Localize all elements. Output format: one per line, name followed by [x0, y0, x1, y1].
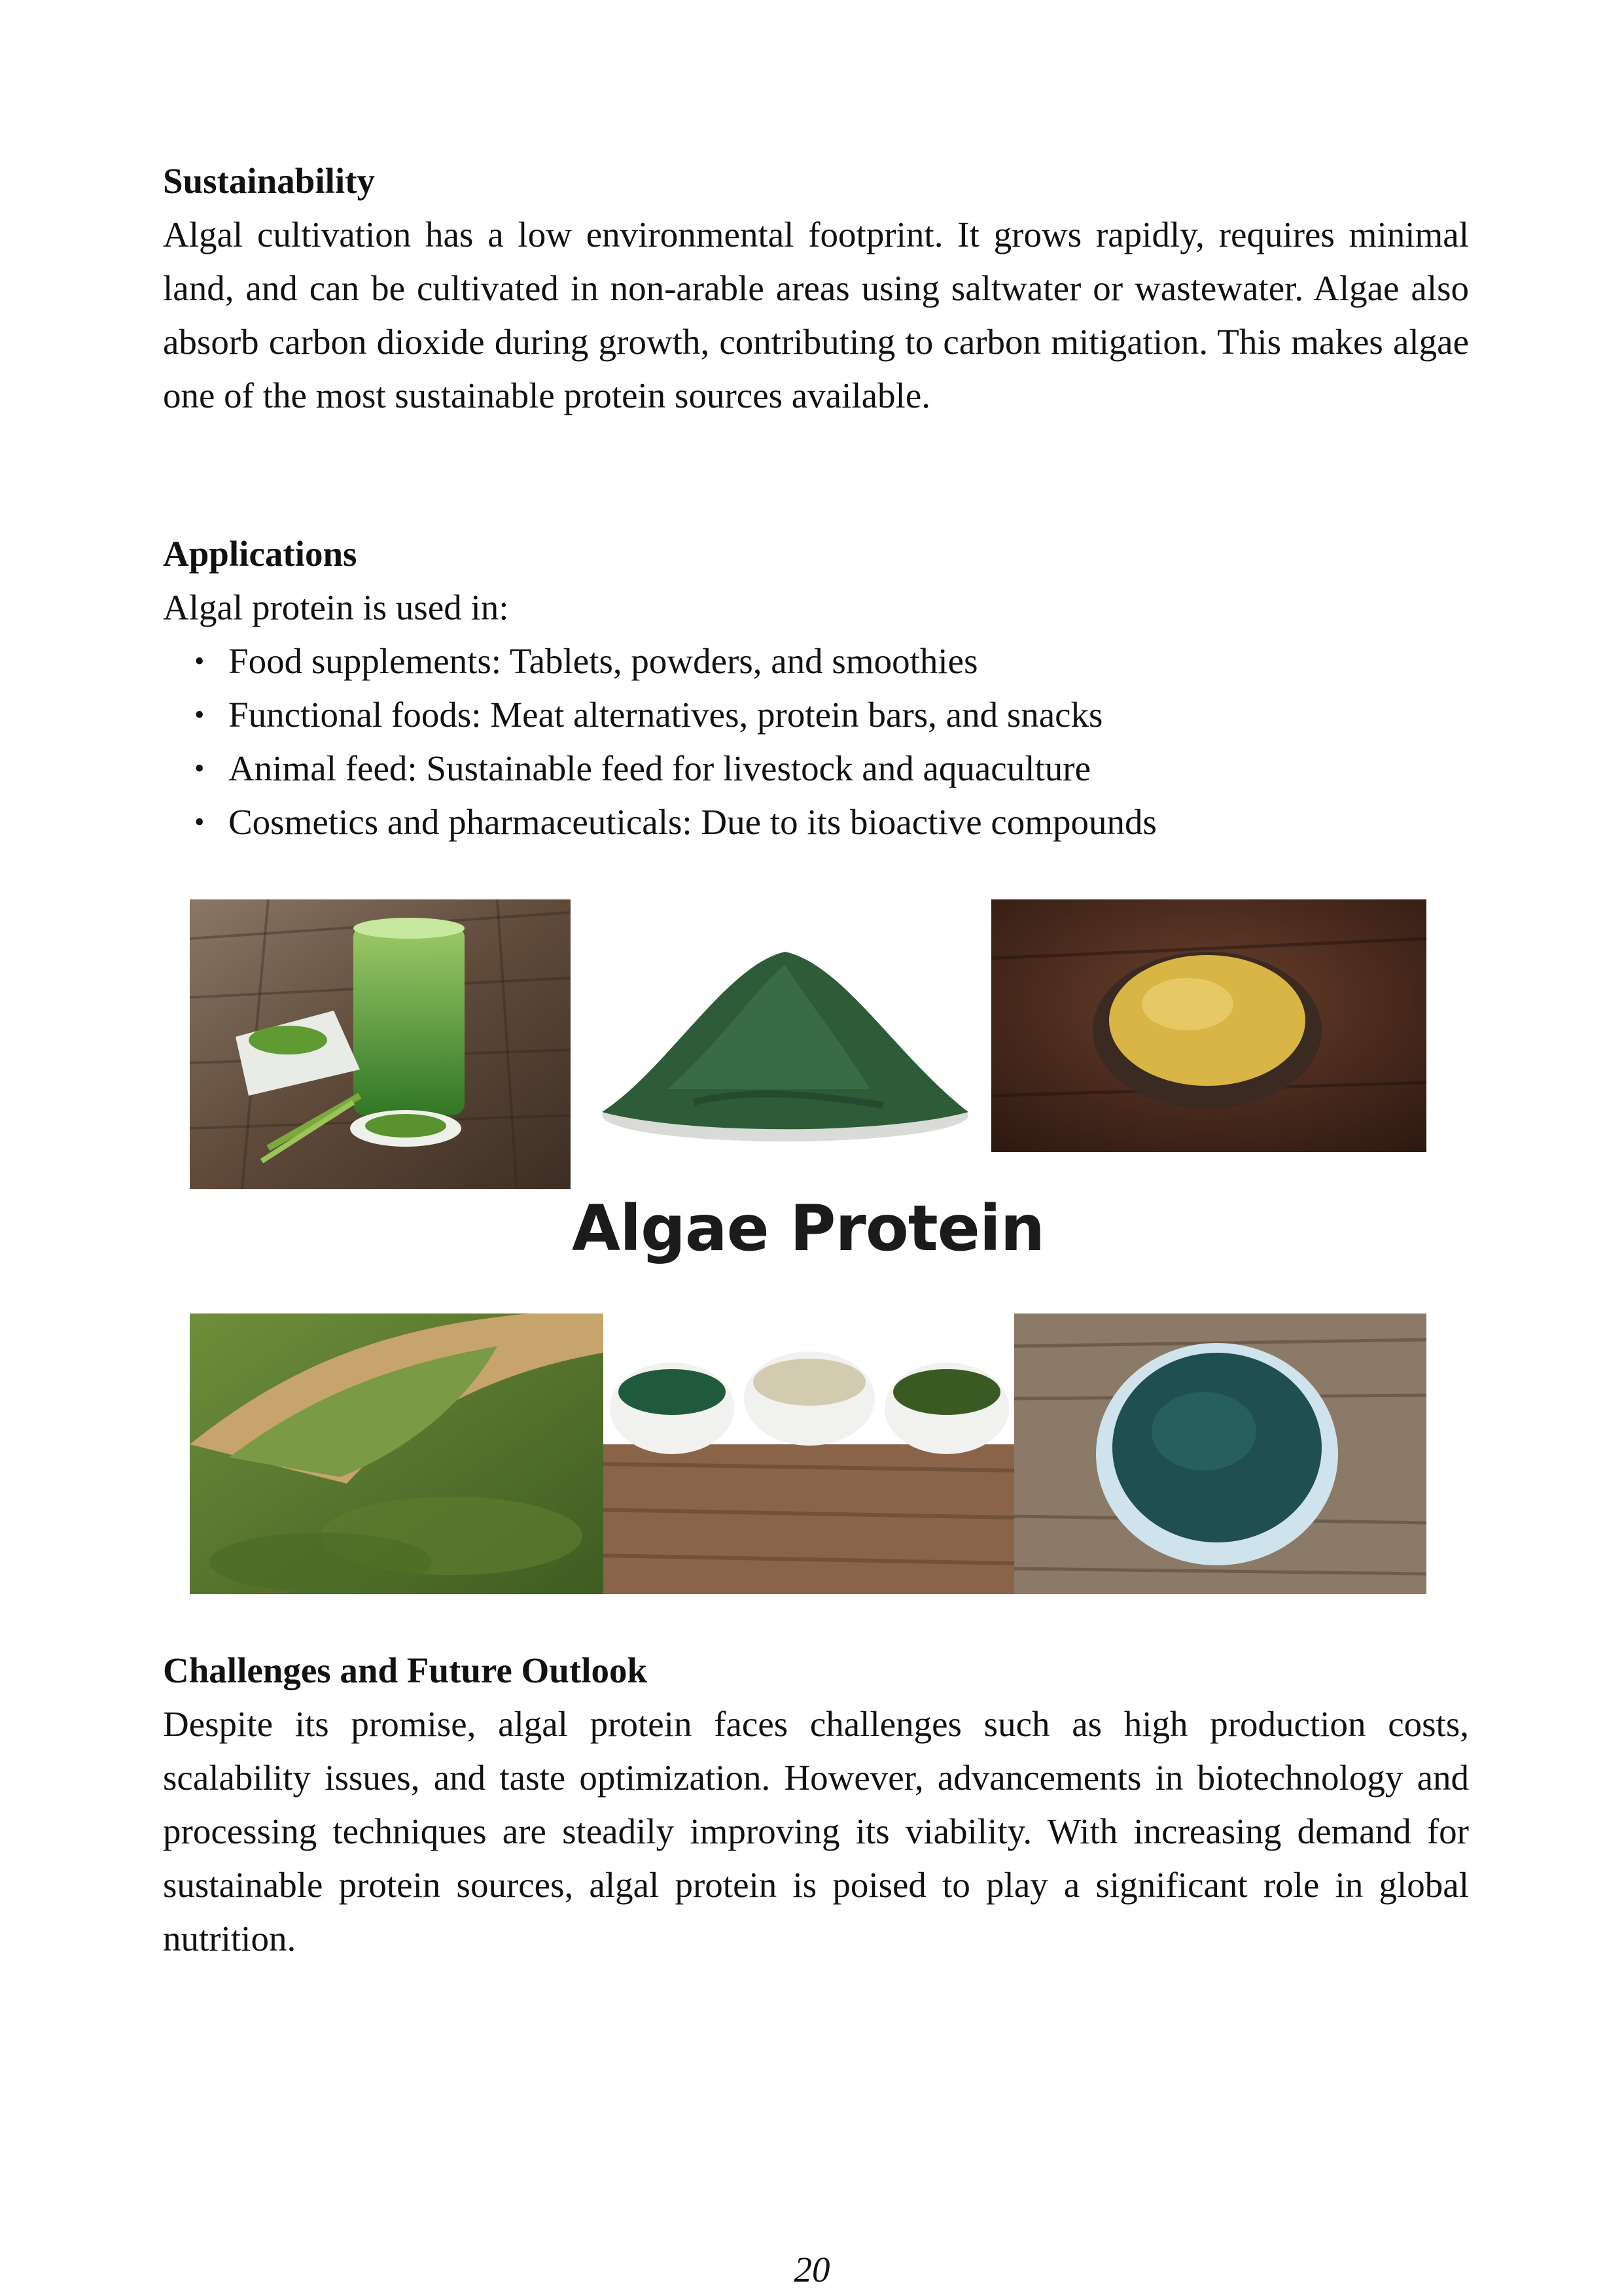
bullet-icon: • — [194, 645, 205, 677]
yellow-powder-bowl-photo — [991, 899, 1426, 1152]
sustainability-section — [163, 154, 1469, 423]
bullet-icon: • — [194, 699, 205, 731]
teal-spirulina-bowl-photo — [1014, 1313, 1426, 1594]
applications-list — [163, 635, 1469, 849]
challenges-heading: Challenges and Future Outlook — [163, 1650, 648, 1690]
figure-title: Algae Protein — [571, 1192, 1045, 1265]
sustainability-heading: Sustainability — [163, 161, 376, 201]
bullet-icon: • — [194, 752, 205, 784]
applications-intro: Algal protein is used in: — [163, 587, 509, 627]
applications-heading: Applications — [163, 534, 357, 574]
three-bowls-photo — [603, 1313, 1014, 1594]
sustainability-paragraph: Algal cultivation has a low environmental footprint. It grows rapidly, requires minimal land, and can be cultivated in non-arable areas using saltwater or wastewater. Algae also absorb carbon dioxide during growth, contributing to carbon mitigation. This makes algae one of the most sustainable protein sources available. — [163, 215, 1469, 415]
challenges-section — [163, 1644, 1469, 1966]
spirulina-pile-photo — [589, 926, 981, 1174]
list-item: • Food supplements: Tablets, powders, and smoothies — [163, 635, 1469, 688]
applications-section — [163, 527, 1469, 849]
list-item: • Functional foods: Meat alternatives, protein bars, and snacks — [163, 688, 1469, 742]
page-number: 20 — [794, 2250, 830, 2289]
wooden-scoop-powder-photo — [190, 1313, 603, 1594]
bullet-icon: • — [194, 806, 205, 838]
green-juice-photo — [190, 899, 571, 1189]
list-item: • Cosmetics and pharmaceuticals: Due to its bioactive compounds — [163, 795, 1469, 849]
list-item: • Animal feed: Sustainable feed for livestock and aquaculture — [163, 742, 1469, 795]
algae-protein-figure — [190, 899, 1426, 1594]
challenges-paragraph: Despite its promise, algal protein faces challenges such as high production costs, scalability issues, and taste optimization. However, advancements in biotechnology and processing techniques are steadily improving its viability. With increasing demand for sustainable protein sources, algal protein is poised to play a significant role in global nutrition. — [163, 1704, 1469, 1958]
